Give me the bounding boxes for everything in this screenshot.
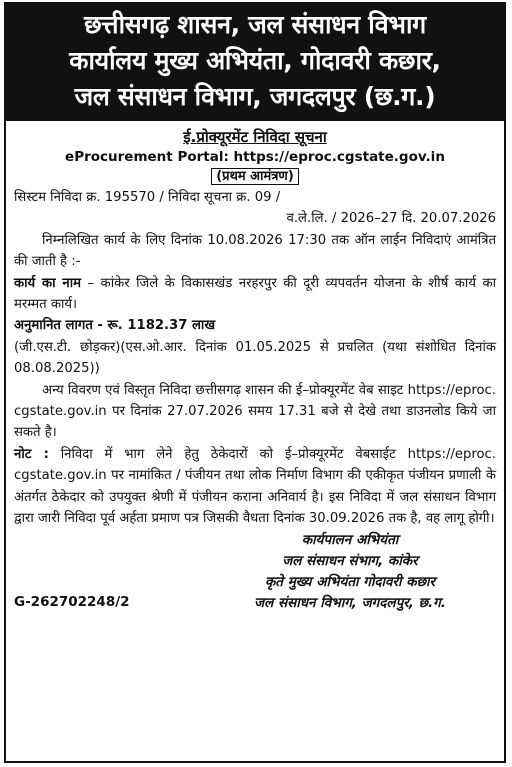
cost-note: (जी.एस.टी. छोड़कर)(एस.ओ.आर. दिनांक 01.05.2025 से प्रचलित (यथा संशोधित दिनांक 08.08.2025)) — [14, 339, 496, 377]
notice-body — [6, 127, 504, 614]
note-label: नोट : — [14, 446, 49, 462]
notice-footer — [14, 530, 496, 614]
notice-code: G-262702248/2 — [14, 594, 130, 611]
header-line-2: कार्यालय मुख्य अभियंता, गोदावरी कछार, — [69, 46, 441, 75]
signature-line-1: कार्यपालन अभियंता — [301, 531, 399, 548]
header-line-1: छत्तीसगढ़ शासन, जल संसाधन विभाग — [84, 10, 426, 39]
notice-title: ई.प्रोक्यूरमेंट निविदा सूचना — [183, 128, 327, 146]
details-paragraph: अन्य विवरण एवं विस्तृत निविदा छत्तीसगढ़ शासन की ई–प्रोक्यूरमेंट वेब साइट https://eproc. cgstate.gov.in पर दिनांक 27.07.2026 समय 17.31 बजे से देखे तथा डाउनलोड किये जा सकते है। — [14, 382, 496, 441]
signature-line-4: जल संसाधन विभाग, जगदलपुर, छ.ग. — [254, 594, 446, 611]
reference-line-1: सिस्टम निविदा क्र. 195570 / निविदा सूचना क्र. 09 / — [14, 190, 281, 205]
work-label: कार्य का नाम — [14, 275, 82, 291]
signature-line-3: कृते मुख्य अभियंता गोदावरी कछार — [264, 573, 436, 590]
work-paragraph — [14, 273, 496, 316]
notice-header — [6, 4, 504, 121]
note-paragraph — [14, 444, 496, 530]
reference-line-2: व.ले.लि. / 2026–27 दि. 20.07.2026 — [286, 211, 496, 227]
first-call-label: (प्रथम आमंत्रण) — [211, 168, 299, 185]
first-call-badge — [14, 167, 496, 187]
portal-link: eProcurement Portal: https://eproc.cgstate.gov.in — [65, 149, 445, 165]
header-line-3: जल संसाधन विभाग, जगदलपुर (छ.ग.) — [74, 82, 436, 111]
estimated-cost: अनुमानित लागत - रू. 1182.37 लाख — [14, 318, 216, 334]
signature-line-2: जल संसाधन संभाग, कांकेर — [282, 552, 418, 569]
tender-notice — [4, 2, 506, 763]
work-text: – कांकेर जिले के विकासखंड नरहरपुर की दूरी व्यपवर्तन योजना के शीर्ष कार्य का मरम्मत कार्य। — [14, 275, 496, 313]
intro-paragraph: निम्नलिखित कार्य के लिए दिनांक 10.08.2026 17:30 तक ऑन लाईन निविदाएं आमंत्रित की जाती है :- — [14, 232, 496, 270]
note-text: निविदा में भाग लेने हेतु ठेकेदारों को ई–प्रोक्यूरमेंट वेबसाईट https://eproc. cgstate.gov.in पर नामांकित / पंजीयन तथा लोक निर्माण विभाग की एकीकृत पंजीयन प्रणाली के अंतर्गत ठेकेदार को उपयुक्त श्रेणी में पंजीयन कराना अनिवार्य है। इस निविदा में जल संसाधन विभाग द्वारा जारी निविदा पूर्व अर्हता प्रमाण पत्र जिसकी वैधता दिनांक 30.09.2026 तक है, वह लागू होगी। — [14, 446, 496, 527]
